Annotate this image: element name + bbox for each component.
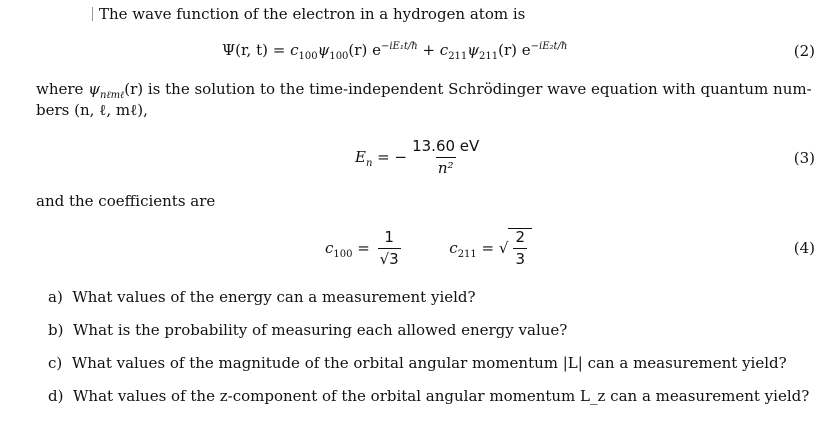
eq2-c100-sub: 100 bbox=[298, 51, 318, 62]
eq4-c100: c bbox=[325, 238, 334, 257]
question-d bbox=[48, 388, 809, 405]
eq2-r1: (r) e bbox=[348, 41, 381, 59]
eq2-lhs: Ψ(r, t) = bbox=[222, 41, 291, 59]
eq4-c211: c bbox=[449, 238, 458, 257]
intro-text: The wave function of the electron in a hydrogen atom is bbox=[99, 5, 526, 23]
eq2-c100: c bbox=[290, 41, 299, 59]
intro-line bbox=[92, 6, 525, 23]
eq3-numerator: 13.60 eV bbox=[412, 137, 480, 155]
where-post: (r) is the solution to the time-independent Schrödinger wave equation with quantum num- bbox=[124, 80, 812, 98]
eq2-exp2: −iE₂t/ħ bbox=[530, 41, 568, 52]
eq2-exp1: −iE₁t/ħ bbox=[380, 41, 418, 52]
eq4-frac1-num: 1 bbox=[384, 228, 394, 246]
eq4-c211-sub: 211 bbox=[457, 248, 477, 260]
question-a-text: What values of the energy can a measurement yield? bbox=[72, 288, 476, 306]
equation-3 bbox=[355, 138, 484, 178]
question-c bbox=[48, 355, 787, 372]
eq2-c211-sub: 211 bbox=[448, 51, 468, 62]
bers-line: bers (n, ℓ, mℓ), bbox=[36, 101, 148, 119]
text-cursor bbox=[92, 7, 93, 21]
eq4-frac2-den: 3 bbox=[515, 250, 525, 269]
where-psi: ψ bbox=[88, 80, 100, 98]
eq2-plus: + bbox=[417, 41, 440, 59]
equation-4 bbox=[325, 228, 532, 269]
question-a bbox=[48, 289, 476, 306]
eq3-fraction bbox=[410, 138, 481, 178]
eq4-frac1-den: √3 bbox=[379, 250, 399, 269]
where-psi-sub: nℓmℓ bbox=[99, 90, 125, 101]
eq2-psi100-sub: 100 bbox=[329, 51, 349, 62]
eq3-lhs-sub: n bbox=[365, 157, 373, 169]
eq4-equals-1: = bbox=[352, 238, 375, 257]
where-pre: where bbox=[36, 80, 89, 98]
eq4-equals-sqrt: = √ bbox=[476, 238, 509, 257]
eq3-denominator: n² bbox=[437, 159, 454, 178]
eq4-fraction-1 bbox=[378, 229, 401, 269]
question-d-label: d) bbox=[48, 387, 64, 405]
eq2-r2: (r) e bbox=[498, 41, 531, 59]
question-a-label: a) bbox=[48, 288, 63, 306]
question-c-label: c) bbox=[48, 354, 63, 372]
question-c-text: What values of the magnitude of the orbital angular momentum |L| can a measurement yield? bbox=[71, 354, 787, 372]
eq2-psi211-sub: 211 bbox=[479, 51, 499, 62]
coefficients-line: and the coefficients are bbox=[36, 192, 216, 210]
where-line bbox=[36, 80, 812, 101]
eq3-number: (3) bbox=[793, 149, 815, 167]
question-b bbox=[48, 322, 567, 339]
eq4-sqrt bbox=[508, 228, 532, 269]
eq2-psi211: ψ bbox=[467, 41, 480, 59]
eq4-fraction-2 bbox=[513, 229, 527, 269]
eq4-number: (4) bbox=[793, 239, 815, 257]
question-b-label: b) bbox=[48, 321, 64, 339]
eq4-c100-sub: 100 bbox=[333, 248, 353, 260]
eq2-c211: c bbox=[439, 41, 449, 59]
eq4-frac2-num: 2 bbox=[515, 228, 525, 246]
eq2-psi100: ψ bbox=[317, 41, 330, 59]
equation-2 bbox=[222, 41, 568, 62]
question-d-text: What values of the z-component of the orbital angular momentum L_z can a measurement yield? bbox=[73, 387, 810, 405]
eq3-lhs: E bbox=[355, 147, 366, 166]
eq2-number: (2) bbox=[793, 42, 815, 60]
question-b-text: What is the probability of measuring each allowed energy value? bbox=[73, 321, 568, 339]
eq3-equals: = − bbox=[372, 147, 408, 166]
